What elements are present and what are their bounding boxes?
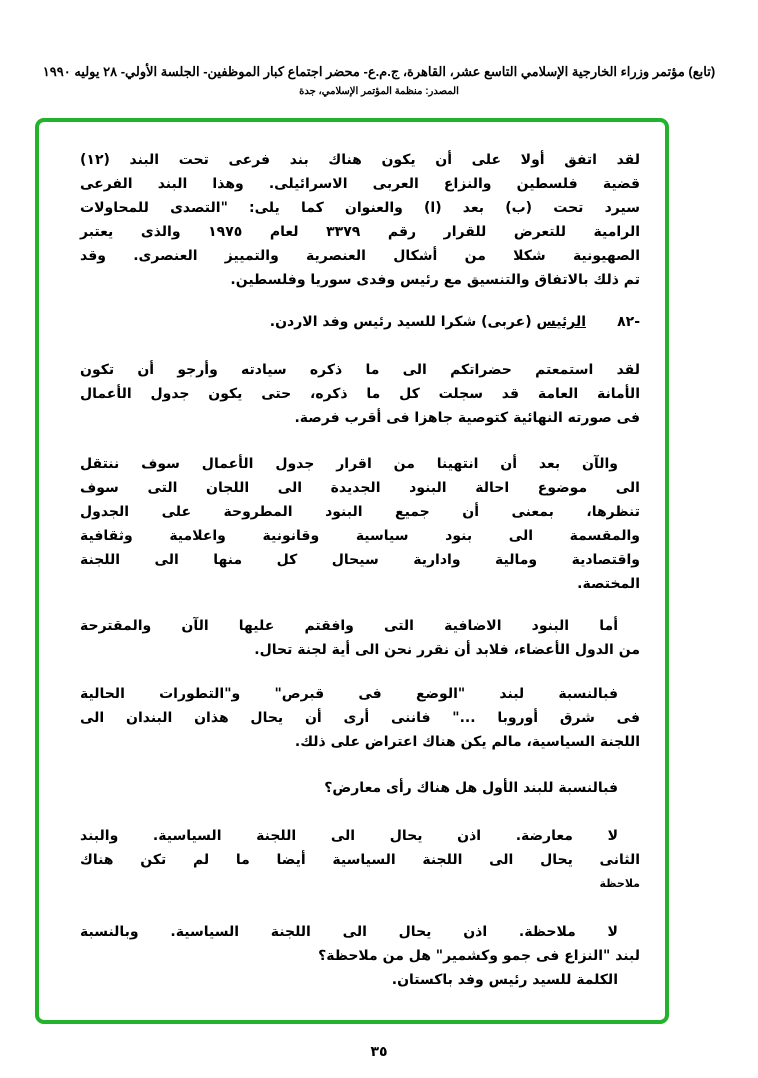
- text-line: لا معارضة. اذن يحال الى اللجنة السياسية. والبند: [80, 828, 618, 844]
- text-line: تنظرها، بمعنى أن جميع البنود المطروحة على الجدول: [80, 504, 640, 520]
- text-line: من الدول الأعضاء، فلابد أن نقرر نحن الى أية لجنة تحال.: [254, 642, 640, 658]
- text-line: والمقسمة الى بنود سياسية وقانونية واعلامية وثقافية: [80, 528, 640, 544]
- text-line: واقتصادية ومالية وادارية سيحال كل منها الى اللجنة: [80, 552, 640, 568]
- text-line: لقد اتفق أولا على أن يكون هناك بند فرعى تحت البند (١٢): [80, 152, 640, 168]
- text-line: الى موضوع احالة البنود الجديدة الى اللجان التى سوف: [80, 480, 640, 496]
- item-82: [270, 314, 586, 330]
- text-line: ملاحظة: [599, 877, 640, 890]
- text-line: فبالنسبة للبند الأول هل هناك رأى معارض؟: [324, 780, 618, 796]
- text-line: سيرد تحت (ب) بعد (ا) والعنوان كما يلى: "التصدى للمحاولات: [80, 200, 640, 216]
- paragraph-6: [80, 682, 640, 754]
- document-source: المصدر: منظمة المؤتمر الإسلامي، جدة: [299, 86, 459, 97]
- paragraph-4: [80, 452, 640, 596]
- text-line: الرامية للتعرض للقرار رقم ٣٣٧٩ لعام ١٩٧٥ والذى يعتبر: [80, 224, 640, 240]
- paragraph-5: [80, 614, 640, 662]
- text-line: لبند "النزاع فى جمو وكشمير" هل من ملاحظة؟: [318, 948, 640, 964]
- text-line: فى شرق أوروبا ..." فاننى أرى أن يحال هذان البندان الى: [80, 710, 640, 726]
- text-line: اللجنة السياسية، مالم يكن هناك اعتراض على ذلك.: [294, 734, 640, 750]
- paragraph-8: [80, 824, 640, 896]
- paragraph-9: [80, 920, 640, 992]
- text-line: فى صورته النهائية كتوصية جاهزا فى أقرب فرصة.: [294, 410, 640, 426]
- text-line: والآن بعد أن انتهينا من اقرار جدول الأعمال سوف ننتقل: [80, 456, 618, 472]
- text-line: قضية فلسطين والنزاع العربى الاسرائيلى. وهذا البند الفرعى: [80, 176, 640, 192]
- item-text: (عربى) شكرا للسيد رئيس وفد الاردن.: [269, 314, 532, 330]
- paragraph-7: [80, 776, 640, 800]
- document-title: (تابع) مؤتمر وزراء الخارجية الإسلامي التاسع عشر، القاهرة، ج.م.ع- محضر اجتماع كبار الموظفين- الجلسة الأولي- ٢٨ يوليه ١٩٩٠: [42, 64, 716, 79]
- text-line: الثانى يحال الى اللجنة السياسية أيضا ما لم تكن هناك: [80, 852, 640, 868]
- text-line: الأمانة العامة قد سجلت كل ما ذكره، حتى يكون جدول الأعمال: [80, 386, 640, 402]
- text-line: الصهيونية شكلا من أشكال العنصرية والتمييز العنصرى. وقد: [80, 248, 640, 264]
- page-number: ٣٥: [370, 1044, 388, 1060]
- paragraph-1: [80, 148, 640, 292]
- text-line: أما البنود الاضافية التى وافقتم عليها الآن والمقترحة: [80, 618, 618, 634]
- item-number: -٨٢: [617, 314, 640, 330]
- text-line: لقد استمعتم حضراتكم الى ما ذكره سيادته وأرجو أن تكون: [80, 362, 640, 378]
- paragraph-3: [80, 358, 640, 430]
- text-line: تم ذلك بالاتفاق والتنسيق مع رئيس وفدى سوريا وفلسطين.: [230, 272, 640, 288]
- text-line: لا ملاحظة. اذن يحال الى اللجنة السياسية. وبالنسبة: [80, 924, 618, 940]
- text-line: الكلمة للسيد رئيس وفد باكستان.: [391, 972, 618, 988]
- text-line: المختصة.: [577, 576, 640, 592]
- speaker-label: الرئيس: [536, 314, 586, 330]
- text-line: فبالنسبة لبند "الوضع فى قبرص" و"التطورات الحالية: [80, 686, 618, 702]
